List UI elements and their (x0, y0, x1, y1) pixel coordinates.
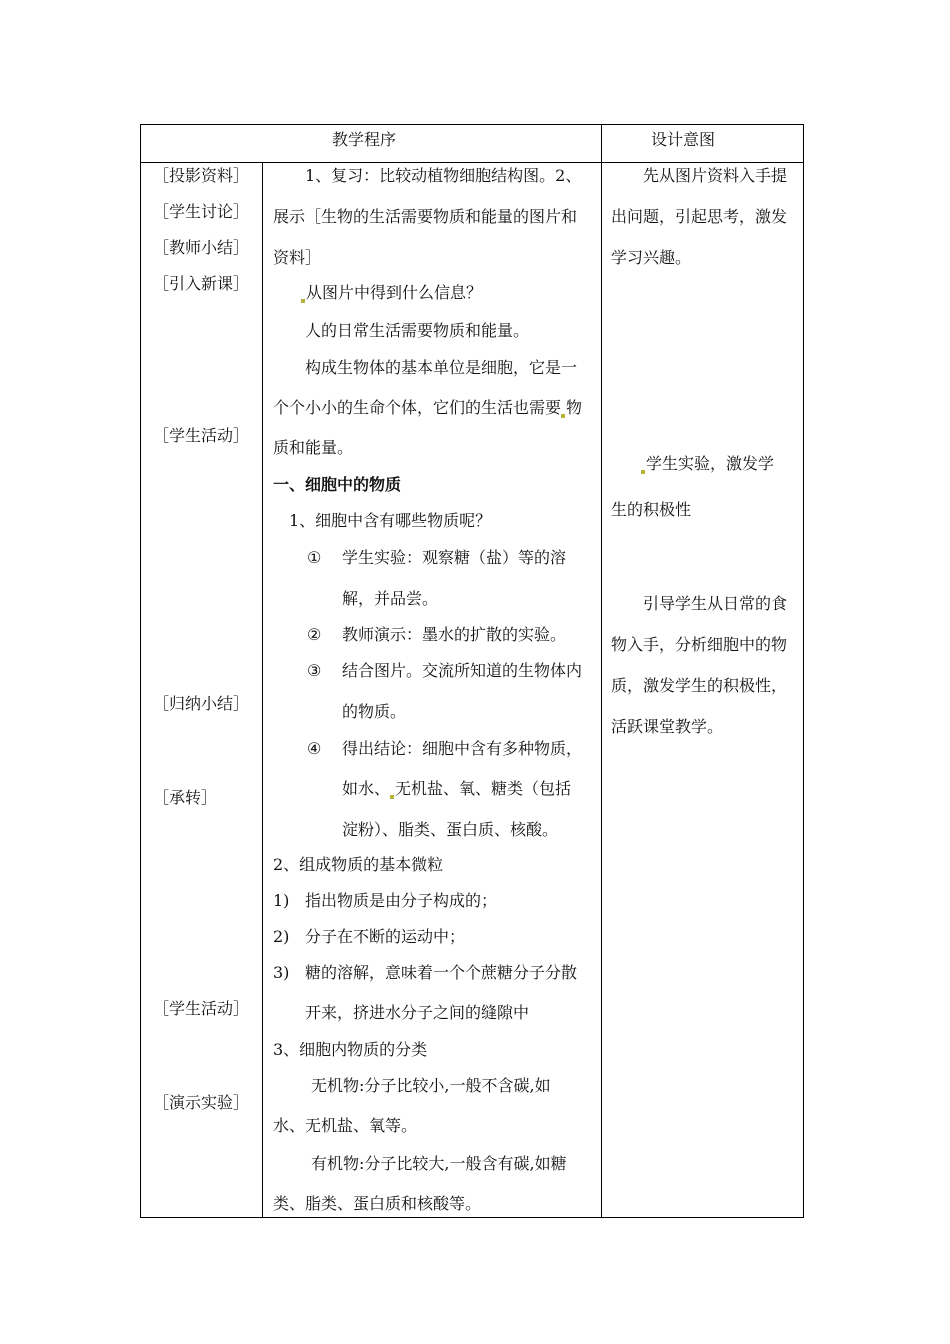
item-3-line-1: 结合图片。交流所知道的生物体内 (342, 661, 583, 680)
point-2-number: 2) (273, 927, 290, 946)
label-student-discussion: ［学生讨论］ (153, 202, 250, 221)
paragraph-cell-line-2b: 物 (566, 398, 583, 417)
paragraph-cell-line-1: 构成生物体的基本单位是细胞，它是一 (305, 358, 578, 377)
inorganic-line-1: 无机物:分子比较小,一般不含碳,如 (311, 1076, 551, 1095)
intent-2-line-1-text: 学生实验，激发学 (646, 454, 775, 473)
header-divider (141, 162, 803, 163)
label-projection: ［投影资料］ (153, 166, 250, 185)
intent-3-line-3: 质，激发学生的积极性， (611, 676, 788, 695)
header-procedure: 教学程序 (332, 130, 397, 149)
point-3-line-2: 开来，挤进水分子之间的缝隙中 (305, 1003, 530, 1022)
label-demo-experiment: ［演示实验］ (153, 1093, 250, 1112)
header-design-intent: 设计意图 (651, 130, 716, 149)
item-4-line-2a: 如水、 (342, 779, 391, 798)
item-3-line-2: 的物质。 (342, 702, 407, 721)
item-1-number: ① (307, 548, 322, 567)
highlight-mark (641, 470, 645, 474)
item-4-line-2b: 无机盐、氧、糖类（包括 (395, 779, 572, 798)
label-induction-summary: ［归纳小结］ (153, 694, 250, 713)
item-4-line-2 (342, 779, 571, 799)
intent-3-line-2: 物入手，分析细胞中的物 (611, 635, 788, 654)
item-1-line-1: 学生实验：观察糖（盐）等的溶 (342, 548, 567, 567)
point-3-number: 3) (273, 963, 290, 982)
subheading-2: 2、组成物质的基本微粒 (273, 855, 444, 874)
intent-1-line-2: 出问题，引起思考，激发 (611, 207, 788, 226)
subheading-3: 3、细胞内物质的分类 (273, 1040, 428, 1059)
label-student-activity: ［学生活动］ (153, 426, 250, 445)
item-4-line-1: 得出结论：细胞中含有多种物质， (342, 739, 583, 758)
label-introduce-lesson: ［引入新课］ (153, 274, 250, 293)
highlight-mark (390, 795, 394, 799)
intent-1-line-3: 学习兴趣。 (611, 248, 692, 267)
highlight-mark (561, 414, 565, 418)
point-1-number: 1) (273, 891, 290, 910)
item-4-number: ④ (307, 739, 322, 758)
intro-line-1: 1、复习：比较动植物细胞结构图。2、 (305, 166, 582, 185)
organic-line-1: 有机物:分子比较大,一般含有碳,如糖 (311, 1154, 567, 1173)
column-divider-right (601, 125, 602, 1217)
intent-3-line-4: 活跃课堂教学。 (611, 717, 724, 736)
question-info-text: 从图片中得到什么信息？ (306, 283, 483, 302)
highlight-mark (301, 299, 305, 303)
label-student-activity-2: ［学生活动］ (153, 999, 250, 1018)
item-2-number: ② (307, 625, 322, 644)
intro-line-2: 展示［生物的生活需要物质和能量的图片和 (273, 207, 578, 226)
intent-2-line-1 (641, 454, 774, 474)
question-info (301, 283, 482, 303)
answer-material-energy: 人的日常生活需要物质和能量。 (305, 321, 530, 340)
column-divider-left (262, 162, 263, 1217)
paragraph-cell-line-2a: 个个小小的生命个体，它们的生活也需要 (273, 398, 562, 417)
item-4-line-3: 淀粉）、脂类、蛋白质、核酸。 (342, 820, 559, 839)
point-3-line-1: 糖的溶解，意味着一个个蔗糖分子分散 (305, 963, 578, 982)
intent-3-line-1: 引导学生从日常的食 (643, 594, 788, 613)
item-2-line-1: 教师演示：墨水的扩散的实验。 (342, 625, 567, 644)
intent-2-line-2: 生的积极性 (611, 500, 692, 519)
point-1-text: 指出物质是由分子构成的； (305, 891, 498, 910)
point-2-text: 分子在不断的运动中； (305, 927, 466, 946)
subheading-1: 1、细胞中含有哪些物质呢？ (289, 511, 492, 530)
label-teacher-summary: ［教师小结］ (153, 238, 250, 257)
paragraph-cell-line-3: 质和能量。 (273, 438, 354, 457)
paragraph-cell-line-2 (273, 398, 582, 418)
section-title-cell-material: 一、细胞中的物质 (273, 475, 402, 494)
label-transition: ［承转］ (153, 788, 218, 807)
item-1-line-2: 解，并品尝。 (342, 589, 439, 608)
organic-line-2: 类、脂类、蛋白质和核酸等。 (273, 1194, 482, 1213)
intent-1-line-1: 先从图片资料入手提 (643, 166, 788, 185)
item-3-number: ③ (307, 661, 322, 680)
inorganic-line-2: 水、无机盐、氧等。 (273, 1116, 418, 1135)
intro-line-3: 资料］ (273, 248, 322, 267)
